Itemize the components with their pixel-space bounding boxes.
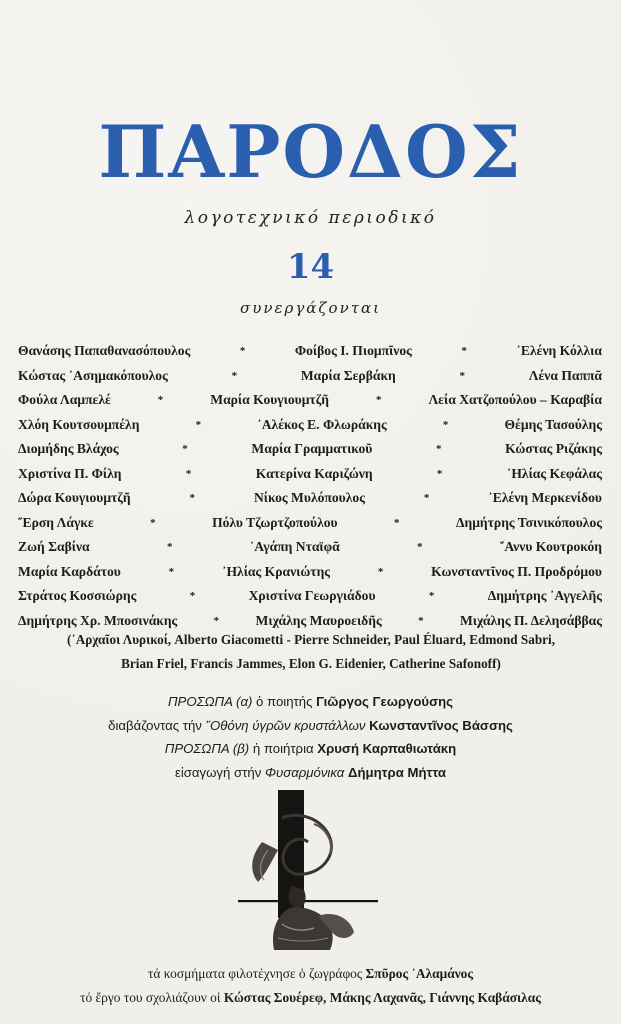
separator-star: * <box>377 565 384 578</box>
separator-star: * <box>166 541 173 554</box>
issue-number: 14 <box>286 247 335 287</box>
cover-illustration <box>238 790 378 960</box>
prosopa-line-reading <box>0 714 621 738</box>
contributor-name: Στράτος Κοσσιώρης <box>18 588 137 604</box>
contributor-row <box>18 388 602 413</box>
contributor-row <box>18 364 602 389</box>
journal-subtitle: λογοτεχνικό περιοδικό <box>184 208 437 228</box>
translated-authors-line-2: Brian Friel, Francis Jammes, Elon G. Eidenier, Catherine Safonoff) <box>121 656 501 671</box>
contributors-heading: συνεργάζονται <box>239 299 382 317</box>
contributor-name: Κώστας ᾿Ασημακόπουλος <box>18 367 168 383</box>
prosopa-b-label: ΠΡΟΣΩΠΑ (β) <box>164 741 250 756</box>
contributor-name: Θέμης Τασούλης <box>504 416 602 432</box>
contributor-name: Μαρία Γραμματικοῦ <box>251 441 373 457</box>
separator-star: * <box>394 516 400 529</box>
separator-star: * <box>213 614 220 627</box>
contributor-name: Κατερίνα Καριζώνη <box>255 465 373 481</box>
separator-star: * <box>185 467 192 480</box>
separator-star: * <box>231 369 238 382</box>
separator-star: * <box>157 394 164 407</box>
contributor-row <box>18 511 602 536</box>
contributor-name: Χριστίνα Γεωργιάδου <box>248 588 376 604</box>
commentators-text: τό ἔργο του σχολιάζουν οἱ <box>80 990 221 1005</box>
illustration-horizon-line <box>238 900 378 902</box>
contributor-name: ῎Αννυ Κουτροκόη <box>499 539 602 555</box>
journal-title: ΠΑΡΟΔΟΣ <box>98 109 523 194</box>
contributor-name: ᾿Ηλίας Κεφάλας <box>506 465 602 481</box>
separator-star: * <box>442 418 449 431</box>
illustration-swirl-inner <box>314 824 331 854</box>
contributor-row <box>18 560 602 585</box>
contributor-name: Νίκος Μυλόπουλος <box>253 490 365 506</box>
contributor-name: ᾿Ελένη Κόλλια <box>516 343 602 359</box>
contributor-name: Πόλυ Τζωρτζοπούλου <box>212 514 338 530</box>
separator-star: * <box>150 516 156 529</box>
contributor-row <box>18 584 602 609</box>
prosopa-a-name: Γιῶργος Γεωργούσης <box>316 694 453 709</box>
prosopa-line-a <box>0 690 621 714</box>
contributor-name: ᾿Αγάπη Νταϊφᾶ <box>249 539 340 555</box>
prosopa-a-text: ὁ ποιητής <box>256 694 313 709</box>
footer-credits <box>0 962 621 1010</box>
contributor-row <box>18 462 602 487</box>
contributor-name: Δημήτρης Χρ. Μποσινάκης <box>18 612 178 628</box>
contributor-name: Δώρα Κουγιουμτζῆ <box>18 490 131 506</box>
contributor-name: Κωνσταντῖνος Π. Προδρόμου <box>431 563 602 579</box>
intro-text: εἰσαγωγή στήν <box>174 764 262 780</box>
contributor-name: Διομήδης Βλάχος <box>18 441 119 457</box>
contributor-name: Μαρία Κουγιουμτζῆ <box>210 392 330 408</box>
separator-star: * <box>168 565 175 578</box>
contributor-row <box>18 413 602 438</box>
contributor-name: Δημήτρης Τσινικόπουλος <box>455 514 602 530</box>
intro-name: Δήμητρα Μήττα <box>348 764 447 780</box>
reading-text: διαβάζοντας τήν <box>108 717 202 733</box>
separator-star: * <box>189 590 196 603</box>
translated-authors-line-1: (᾿Αρχαῖοι Λυρικοί, Alberto Giacometti - Pierre Schneider, Paul Éluard, Edmond Sabri, <box>66 632 556 647</box>
contributor-name: ᾿Ηλίας Κρανιώτης <box>221 563 331 579</box>
contributor-name: ᾿Αλέκος Ε. Φλωράκης <box>257 416 387 432</box>
contributor-name: Κώστας Ριζάκης <box>505 441 602 457</box>
contributor-name: Μιχάλης Μαυροειδῆς <box>255 612 382 628</box>
prosopa-a-label: ΠΡΟΣΩΠΑ (α) <box>167 694 253 709</box>
contributor-row <box>18 339 602 364</box>
contributor-name: Μαρία Καρδάτου <box>18 563 121 579</box>
separator-star: * <box>417 541 423 554</box>
separator-star: * <box>375 394 382 407</box>
contributor-name: Φοίβος Ι. Πιομπῖνος <box>294 343 412 359</box>
separator-star: * <box>418 614 424 627</box>
separator-star: * <box>428 590 435 603</box>
contributor-name: Χλόη Κουτσουμπέλη <box>18 416 140 432</box>
separator-star: * <box>435 443 442 456</box>
contributor-name: Θανάσης Παπαθανασόπουλος <box>18 343 191 359</box>
contributor-name: ᾿Ελένη Μερκενίδου <box>488 490 602 506</box>
separator-star: * <box>182 443 188 456</box>
prosopa-line-intro <box>0 761 621 785</box>
separator-star: * <box>189 492 196 505</box>
contributor-name: Μαρία Σερβάκη <box>300 367 396 383</box>
contributor-row <box>18 535 602 560</box>
contributor-name: Ζωή Σαβίνα <box>18 539 90 555</box>
contributor-name: Λεία Χατζοπούλου – Καραβία <box>428 392 602 408</box>
contributor-name: Λένα Παππᾶ <box>528 367 602 383</box>
separator-star: * <box>195 418 202 431</box>
separator-star: * <box>459 369 465 382</box>
contributor-name: Χριστίνα Π. Φίλη <box>18 465 122 481</box>
artist-name: Σπῦρος ᾿Αλαμάνος <box>365 966 474 981</box>
prosopa-b-text: ἡ ποιήτρια <box>252 741 314 756</box>
contributor-row <box>18 486 602 511</box>
artist-credit-text: τά κοσμήματα φιλοτέχνησε ὁ ζωγράφος <box>147 966 363 981</box>
reading-name: Κωνσταντῖνος Βάσσης <box>369 717 513 733</box>
prosopa-b-name: Χρυσή Καρπαθιωτάκη <box>317 741 457 756</box>
separator-star: * <box>436 467 443 480</box>
contributor-name: Δημήτρης ᾿Αγγελῆς <box>487 588 602 604</box>
contributor-name: Μιχάλης Π. Δελησάββας <box>459 612 602 628</box>
separator-star: * <box>423 492 430 505</box>
intro-work: Φυσαρμόνικα <box>264 764 345 780</box>
prosopa-section <box>0 690 621 784</box>
footer-line-artist <box>0 962 621 986</box>
contributor-name: ῎Ερση Λάγκε <box>18 514 94 530</box>
illustration-wing <box>252 842 278 882</box>
contributors-list <box>18 339 602 633</box>
translated-authors <box>18 628 604 676</box>
contributor-row <box>18 437 602 462</box>
separator-star: * <box>461 345 467 358</box>
reading-work: ῞Οθόνη ύγρῶν κρυστάλλων <box>205 717 366 733</box>
contributor-name: Φούλα Λαμπελέ <box>18 392 111 408</box>
footer-line-commentators <box>0 986 621 1010</box>
commentators-names: Κώστας Σουέρεφ, Μάκης Λαχανᾶς, Γιάννης Καβάσιλας <box>223 990 541 1005</box>
separator-star: * <box>239 345 246 358</box>
prosopa-line-b <box>0 737 621 761</box>
